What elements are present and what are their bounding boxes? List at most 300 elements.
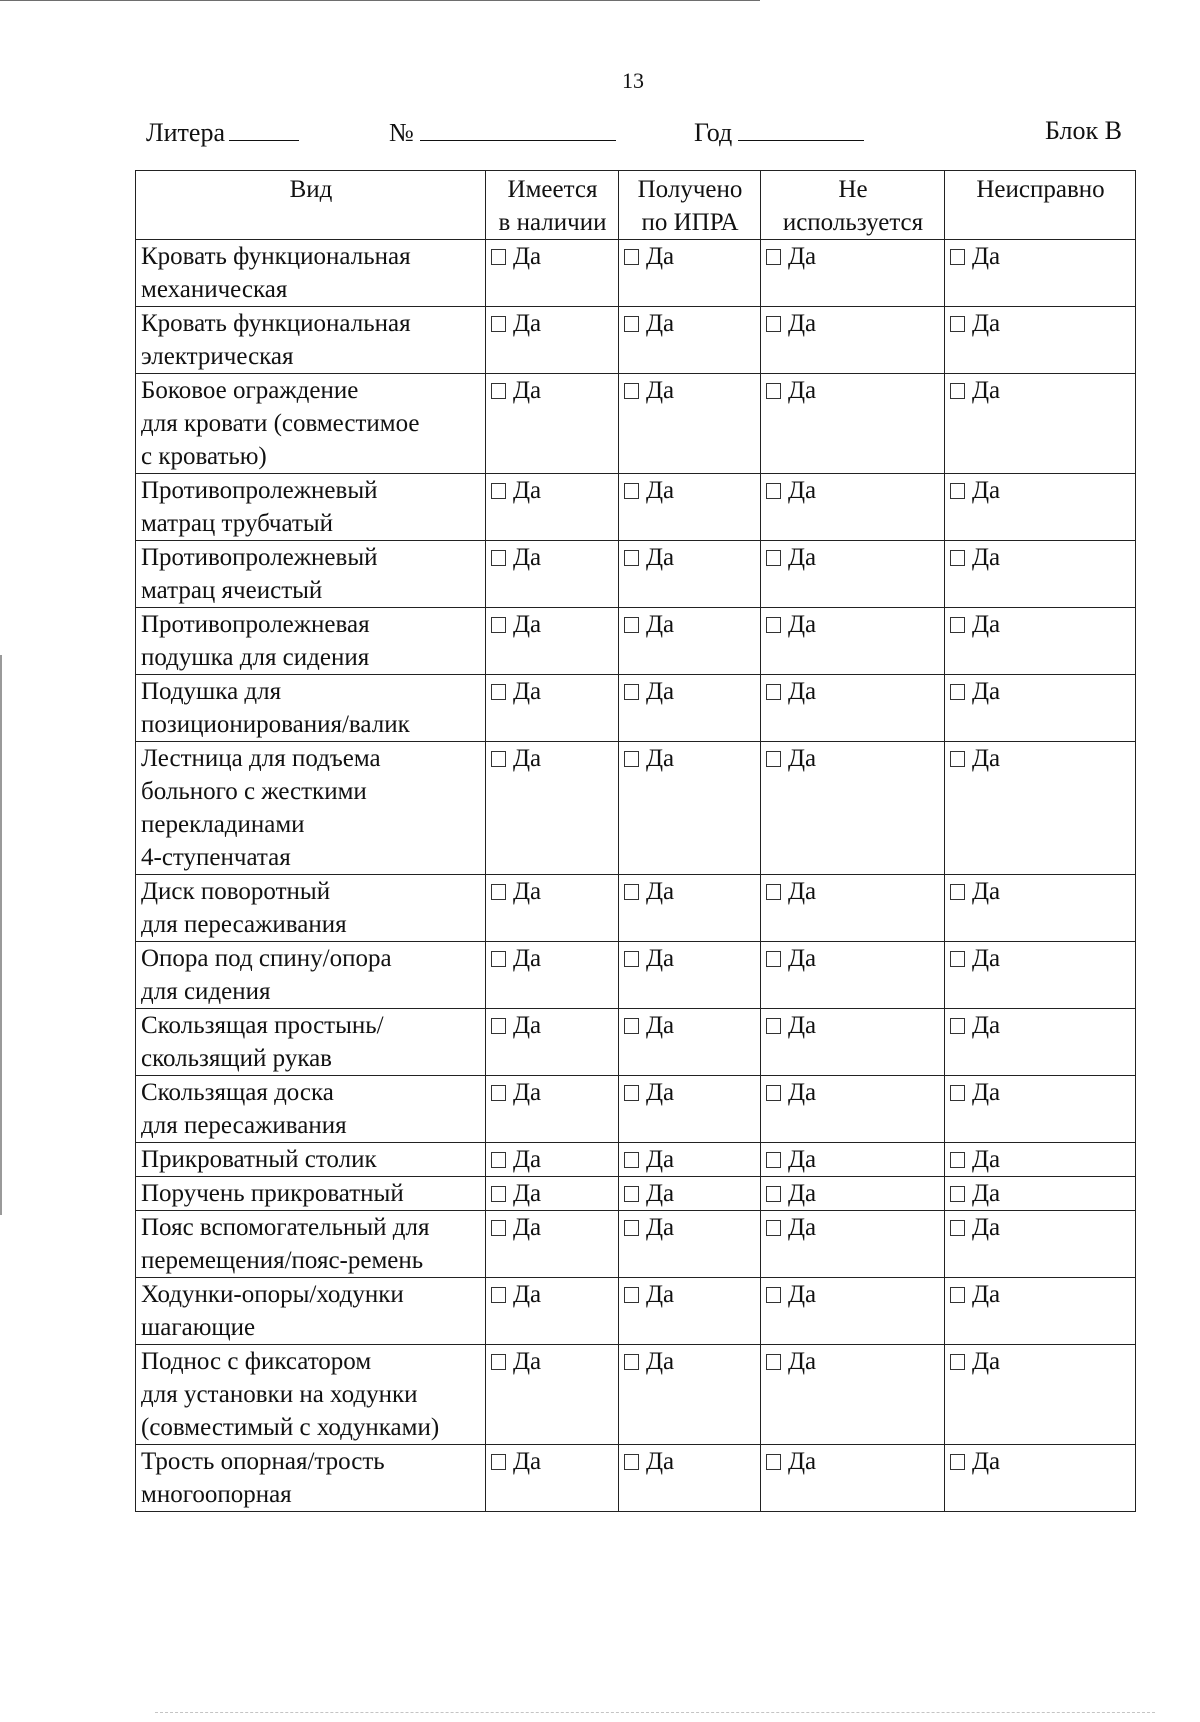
option-cell: [619, 1445, 761, 1512]
option-cell: [945, 1278, 1136, 1345]
received-ipra-checkbox[interactable]: [624, 1012, 674, 1039]
table-row: [136, 1177, 1136, 1211]
faulty-checkbox[interactable]: [950, 243, 1000, 270]
received-ipra-checkbox[interactable]: [624, 678, 674, 705]
not-used-checkbox[interactable]: [766, 878, 816, 905]
not-used-checkbox[interactable]: [766, 1348, 816, 1375]
yes-label: Да: [972, 1012, 1001, 1039]
not-used-checkbox[interactable]: [766, 243, 816, 270]
yes-label: Да: [972, 1180, 1001, 1207]
yes-label: Да: [972, 945, 1001, 972]
checkbox-square-icon[interactable]: [950, 1454, 965, 1470]
page-number: 13: [622, 68, 644, 93]
option-cell: [761, 875, 945, 942]
faulty-checkbox[interactable]: [950, 1214, 1000, 1241]
received-ipra-checkbox[interactable]: [624, 1079, 674, 1106]
not-used-checkbox[interactable]: [766, 745, 816, 772]
table-row: [136, 942, 1136, 1009]
yes-label: Да: [646, 310, 675, 337]
not-used-checkbox[interactable]: [766, 1281, 816, 1308]
checkbox-square-icon[interactable]: [491, 617, 506, 633]
option-cell: [619, 742, 761, 875]
equipment-table: [135, 170, 1136, 1512]
option-cell: [486, 1445, 619, 1512]
option-cell: [486, 307, 619, 374]
table-row: [136, 1009, 1136, 1076]
received-ipra-checkbox[interactable]: [624, 878, 674, 905]
checkbox-square-icon[interactable]: [950, 249, 965, 265]
checkbox-square-icon[interactable]: [766, 884, 781, 900]
litera-label: Литера: [146, 118, 225, 147]
option-cell: [761, 1143, 945, 1177]
checkbox-square-icon[interactable]: [766, 684, 781, 700]
checkbox-square-icon[interactable]: [950, 751, 965, 767]
faulty-checkbox[interactable]: [950, 1180, 1000, 1207]
option-cell: [486, 1345, 619, 1445]
checkbox-square-icon[interactable]: [766, 1354, 781, 1370]
scan-edge-bottom: [155, 1712, 1155, 1713]
option-cell: [945, 240, 1136, 307]
yes-label: Да: [646, 878, 675, 905]
table-row: [136, 1278, 1136, 1345]
checkbox-square-icon[interactable]: [766, 617, 781, 633]
yes-label: Да: [646, 1012, 675, 1039]
faulty-checkbox[interactable]: [950, 878, 1000, 905]
checkbox-square-icon[interactable]: [624, 617, 639, 633]
equipment-name: Трость опорная/трость многоопорная: [136, 1445, 486, 1512]
checkbox-square-icon[interactable]: [766, 751, 781, 767]
received-ipra-checkbox[interactable]: [624, 310, 674, 337]
equipment-name: Кровать функциональная механическая: [136, 240, 486, 307]
checkbox-square-icon[interactable]: [491, 249, 506, 265]
number-blank[interactable]: [420, 116, 616, 141]
option-cell: [945, 307, 1136, 374]
yes-label: Да: [513, 945, 542, 972]
available-checkbox[interactable]: [491, 611, 541, 638]
checkbox-square-icon[interactable]: [491, 751, 506, 767]
received-ipra-checkbox[interactable]: [624, 1281, 674, 1308]
option-cell: [619, 541, 761, 608]
yes-label: Да: [972, 1348, 1001, 1375]
available-checkbox[interactable]: [491, 544, 541, 571]
received-ipra-checkbox[interactable]: [624, 1180, 674, 1207]
faulty-checkbox[interactable]: [950, 1348, 1000, 1375]
received-ipra-checkbox[interactable]: [624, 945, 674, 972]
yes-label: Да: [513, 1012, 542, 1039]
yes-label: Да: [646, 243, 675, 270]
checkbox-square-icon[interactable]: [766, 1085, 781, 1101]
table-row: [136, 875, 1136, 942]
table-row: [136, 675, 1136, 742]
not-used-checkbox[interactable]: [766, 1146, 816, 1173]
available-checkbox[interactable]: [491, 1012, 541, 1039]
not-used-checkbox[interactable]: [766, 1214, 816, 1241]
checkbox-square-icon[interactable]: [950, 550, 965, 566]
option-cell: [945, 1211, 1136, 1278]
checkbox-square-icon[interactable]: [491, 1018, 506, 1034]
yes-label: Да: [513, 1448, 542, 1475]
yes-label: Да: [646, 678, 675, 705]
option-cell: [619, 1278, 761, 1345]
checkbox-square-icon[interactable]: [766, 249, 781, 265]
available-checkbox[interactable]: [491, 745, 541, 772]
equipment-name: Поручень прикроватный: [136, 1177, 486, 1211]
checkbox-square-icon[interactable]: [766, 951, 781, 967]
column-header-not-used: Не используется: [761, 171, 945, 240]
yes-label: Да: [646, 477, 675, 504]
checkbox-square-icon[interactable]: [491, 1220, 506, 1236]
option-cell: [945, 374, 1136, 474]
yes-label: Да: [788, 745, 817, 772]
equipment-name: Скользящая простынь/ скользящий рукав: [136, 1009, 486, 1076]
option-cell: [486, 875, 619, 942]
checkbox-square-icon[interactable]: [950, 884, 965, 900]
scan-edge-left: [0, 655, 2, 1215]
option-cell: [945, 1076, 1136, 1143]
yes-label: Да: [513, 678, 542, 705]
checkbox-square-icon[interactable]: [624, 751, 639, 767]
table-row: [136, 374, 1136, 474]
column-header-received-ipra: Получено по ИПРА: [619, 171, 761, 240]
option-cell: [761, 541, 945, 608]
yes-label: Да: [513, 377, 542, 404]
option-cell: [619, 240, 761, 307]
checkbox-square-icon[interactable]: [624, 684, 639, 700]
checkbox-square-icon[interactable]: [766, 1018, 781, 1034]
faulty-checkbox[interactable]: [950, 745, 1000, 772]
yes-label: Да: [972, 745, 1001, 772]
option-cell: [945, 608, 1136, 675]
option-cell: [619, 942, 761, 1009]
available-checkbox[interactable]: [491, 1146, 541, 1173]
yes-label: Да: [788, 1180, 817, 1207]
yes-label: Да: [972, 878, 1001, 905]
not-used-checkbox[interactable]: [766, 1079, 816, 1106]
option-cell: [619, 675, 761, 742]
yes-label: Да: [513, 477, 542, 504]
equipment-name: Ходунки-опоры/ходунки шагающие: [136, 1278, 486, 1345]
checkbox-square-icon[interactable]: [624, 383, 639, 399]
option-cell: [619, 875, 761, 942]
received-ipra-checkbox[interactable]: [624, 243, 674, 270]
equipment-name: Кровать функциональная электрическая: [136, 307, 486, 374]
checkbox-square-icon[interactable]: [624, 1454, 639, 1470]
received-ipra-checkbox[interactable]: [624, 611, 674, 638]
checkbox-square-icon[interactable]: [624, 1220, 639, 1236]
checkbox-square-icon[interactable]: [624, 884, 639, 900]
table-body: [136, 240, 1136, 1512]
checkbox-square-icon[interactable]: [491, 884, 506, 900]
received-ipra-checkbox[interactable]: [624, 1348, 674, 1375]
faulty-checkbox[interactable]: [950, 377, 1000, 404]
option-cell: [945, 1445, 1136, 1512]
checkbox-square-icon[interactable]: [624, 1152, 639, 1168]
checkbox-square-icon[interactable]: [491, 383, 506, 399]
available-checkbox[interactable]: [491, 945, 541, 972]
yes-label: Да: [788, 1214, 817, 1241]
yes-label: Да: [788, 1079, 817, 1106]
faulty-checkbox[interactable]: [950, 1012, 1000, 1039]
equipment-name: Противопролежневый матрац ячеистый: [136, 541, 486, 608]
faulty-checkbox[interactable]: [950, 945, 1000, 972]
option-cell: [945, 742, 1136, 875]
yes-label: Да: [788, 1448, 817, 1475]
table-header-row: [136, 171, 1136, 240]
checkbox-square-icon[interactable]: [950, 684, 965, 700]
table-row: [136, 1445, 1136, 1512]
option-cell: [486, 1009, 619, 1076]
checkbox-square-icon[interactable]: [624, 1186, 639, 1202]
yes-label: Да: [788, 310, 817, 337]
yes-label: Да: [972, 477, 1001, 504]
yes-label: Да: [972, 1146, 1001, 1173]
available-checkbox[interactable]: [491, 310, 541, 337]
checkbox-square-icon[interactable]: [624, 1018, 639, 1034]
option-cell: [619, 1345, 761, 1445]
table-row: [136, 1211, 1136, 1278]
option-cell: [761, 374, 945, 474]
checkbox-square-icon[interactable]: [766, 1152, 781, 1168]
checkbox-square-icon[interactable]: [624, 550, 639, 566]
not-used-checkbox[interactable]: [766, 477, 816, 504]
checkbox-square-icon[interactable]: [491, 1186, 506, 1202]
received-ipra-checkbox[interactable]: [624, 544, 674, 571]
checkbox-square-icon[interactable]: [491, 550, 506, 566]
yes-label: Да: [788, 1281, 817, 1308]
checkbox-square-icon[interactable]: [950, 1354, 965, 1370]
yes-label: Да: [646, 745, 675, 772]
checkbox-square-icon[interactable]: [766, 1186, 781, 1202]
option-cell: [945, 1345, 1136, 1445]
yes-label: Да: [646, 945, 675, 972]
yes-label: Да: [972, 243, 1001, 270]
checkbox-square-icon[interactable]: [766, 1454, 781, 1470]
checkbox-square-icon[interactable]: [766, 1287, 781, 1303]
checkbox-square-icon[interactable]: [950, 951, 965, 967]
yes-label: Да: [646, 1180, 675, 1207]
checkbox-square-icon[interactable]: [950, 383, 965, 399]
received-ipra-checkbox[interactable]: [624, 745, 674, 772]
option-cell: [486, 374, 619, 474]
received-ipra-checkbox[interactable]: [624, 477, 674, 504]
received-ipra-checkbox[interactable]: [624, 1214, 674, 1241]
equipment-name: Противопролежневая подушка для сидения: [136, 608, 486, 675]
available-checkbox[interactable]: [491, 878, 541, 905]
litera-blank[interactable]: [229, 116, 299, 141]
table-row: [136, 742, 1136, 875]
year-blank[interactable]: [738, 116, 864, 141]
faulty-checkbox[interactable]: [950, 1079, 1000, 1106]
checkbox-square-icon[interactable]: [624, 1287, 639, 1303]
faulty-checkbox[interactable]: [950, 310, 1000, 337]
table-row: [136, 1143, 1136, 1177]
available-checkbox[interactable]: [491, 678, 541, 705]
checkbox-square-icon[interactable]: [950, 1220, 965, 1236]
checkbox-square-icon[interactable]: [950, 1186, 965, 1202]
checkbox-square-icon[interactable]: [624, 249, 639, 265]
checkbox-square-icon[interactable]: [950, 617, 965, 633]
available-checkbox[interactable]: [491, 1214, 541, 1241]
not-used-checkbox[interactable]: [766, 377, 816, 404]
yes-label: Да: [788, 678, 817, 705]
received-ipra-checkbox[interactable]: [624, 377, 674, 404]
option-cell: [945, 1143, 1136, 1177]
option-cell: [761, 1009, 945, 1076]
yes-label: Да: [513, 1079, 542, 1106]
checkbox-square-icon[interactable]: [950, 483, 965, 499]
equipment-name: Поднос с фиксатором для установки на ходунки (совместимый с ходунками): [136, 1345, 486, 1445]
option-cell: [761, 1211, 945, 1278]
option-cell: [761, 1278, 945, 1345]
received-ipra-checkbox[interactable]: [624, 1448, 674, 1475]
checkbox-square-icon[interactable]: [950, 1152, 965, 1168]
checkbox-square-icon[interactable]: [624, 1085, 639, 1101]
year-field: [694, 116, 864, 148]
not-used-checkbox[interactable]: [766, 544, 816, 571]
not-used-checkbox[interactable]: [766, 310, 816, 337]
yes-label: Да: [646, 1448, 675, 1475]
checkbox-square-icon[interactable]: [950, 1085, 965, 1101]
option-cell: [486, 1076, 619, 1143]
option-cell: [761, 942, 945, 1009]
equipment-name: Скользящая доска для пересаживания: [136, 1076, 486, 1143]
option-cell: [486, 1177, 619, 1211]
yes-label: Да: [513, 611, 542, 638]
checkbox-square-icon[interactable]: [624, 1354, 639, 1370]
checkbox-square-icon[interactable]: [491, 316, 506, 332]
checkbox-square-icon[interactable]: [491, 483, 506, 499]
option-cell: [619, 307, 761, 374]
equipment-name: Противопролежневый матрац трубчатый: [136, 474, 486, 541]
checkbox-square-icon[interactable]: [766, 550, 781, 566]
option-cell: [486, 608, 619, 675]
number-label: №: [389, 118, 414, 147]
available-checkbox[interactable]: [491, 1281, 541, 1308]
column-header-faulty: Неисправно: [945, 171, 1136, 240]
option-cell: [619, 1177, 761, 1211]
yes-label: Да: [788, 544, 817, 571]
available-checkbox[interactable]: [491, 1079, 541, 1106]
not-used-checkbox[interactable]: [766, 611, 816, 638]
option-cell: [761, 675, 945, 742]
yes-label: Да: [513, 1348, 542, 1375]
checkbox-square-icon[interactable]: [624, 316, 639, 332]
yes-label: Да: [972, 310, 1001, 337]
yes-label: Да: [513, 1146, 542, 1173]
option-cell: [945, 1177, 1136, 1211]
table-row: [136, 608, 1136, 675]
checkbox-square-icon[interactable]: [491, 684, 506, 700]
checkbox-square-icon[interactable]: [950, 316, 965, 332]
yes-label: Да: [972, 1448, 1001, 1475]
checkbox-square-icon[interactable]: [950, 1018, 965, 1034]
table-row: [136, 1076, 1136, 1143]
form-header: [146, 116, 1122, 150]
available-checkbox[interactable]: [491, 243, 541, 270]
table-row: [136, 541, 1136, 608]
checkbox-square-icon[interactable]: [766, 1220, 781, 1236]
checkbox-square-icon[interactable]: [624, 951, 639, 967]
yes-label: Да: [513, 243, 542, 270]
equipment-name: Лестница для подъема больного с жесткими перекладинами 4-ступенчатая: [136, 742, 486, 875]
block-label: Блок В: [1044, 116, 1122, 145]
faulty-checkbox[interactable]: [950, 1448, 1000, 1475]
not-used-checkbox[interactable]: [766, 1180, 816, 1207]
option-cell: [945, 875, 1136, 942]
yes-label: Да: [972, 377, 1001, 404]
faulty-checkbox[interactable]: [950, 1146, 1000, 1173]
yes-label: Да: [646, 1281, 675, 1308]
yes-label: Да: [788, 878, 817, 905]
faulty-checkbox[interactable]: [950, 477, 1000, 504]
available-checkbox[interactable]: [491, 1348, 541, 1375]
faulty-checkbox[interactable]: [950, 611, 1000, 638]
yes-label: Да: [788, 611, 817, 638]
yes-label: Да: [788, 377, 817, 404]
faulty-checkbox[interactable]: [950, 544, 1000, 571]
received-ipra-checkbox[interactable]: [624, 1146, 674, 1173]
checkbox-square-icon[interactable]: [766, 316, 781, 332]
option-cell: [761, 1345, 945, 1445]
option-cell: [619, 1211, 761, 1278]
yes-label: Да: [788, 1012, 817, 1039]
not-used-checkbox[interactable]: [766, 1012, 816, 1039]
checkbox-square-icon[interactable]: [766, 483, 781, 499]
option-cell: [761, 1177, 945, 1211]
yes-label: Да: [788, 1348, 817, 1375]
faulty-checkbox[interactable]: [950, 678, 1000, 705]
checkbox-square-icon[interactable]: [491, 951, 506, 967]
number-field: [389, 116, 616, 148]
faulty-checkbox[interactable]: [950, 1281, 1000, 1308]
yes-label: Да: [513, 745, 542, 772]
checkbox-square-icon[interactable]: [491, 1354, 506, 1370]
column-header-vid: Вид: [136, 171, 486, 240]
option-cell: [619, 1143, 761, 1177]
checkbox-square-icon[interactable]: [491, 1287, 506, 1303]
option-cell: [486, 1278, 619, 1345]
option-cell: [761, 1445, 945, 1512]
option-cell: [619, 1076, 761, 1143]
option-cell: [486, 675, 619, 742]
option-cell: [619, 374, 761, 474]
available-checkbox[interactable]: [491, 477, 541, 504]
available-checkbox[interactable]: [491, 377, 541, 404]
checkbox-square-icon[interactable]: [491, 1454, 506, 1470]
checkbox-square-icon[interactable]: [766, 383, 781, 399]
equipment-name: Боковое ограждение для кровати (совместимое с кроватью): [136, 374, 486, 474]
option-cell: [761, 474, 945, 541]
yes-label: Да: [646, 611, 675, 638]
yes-label: Да: [646, 1348, 675, 1375]
option-cell: [761, 240, 945, 307]
option-cell: [486, 240, 619, 307]
yes-label: Да: [646, 1214, 675, 1241]
checkbox-square-icon[interactable]: [624, 483, 639, 499]
not-used-checkbox[interactable]: [766, 1448, 816, 1475]
not-used-checkbox[interactable]: [766, 945, 816, 972]
checkbox-square-icon[interactable]: [491, 1152, 506, 1168]
option-cell: [945, 1009, 1136, 1076]
yes-label: Да: [972, 678, 1001, 705]
year-label: Год: [694, 118, 733, 147]
not-used-checkbox[interactable]: [766, 678, 816, 705]
scan-edge-top: [0, 0, 760, 1]
available-checkbox[interactable]: [491, 1180, 541, 1207]
checkbox-square-icon[interactable]: [491, 1085, 506, 1101]
checkbox-square-icon[interactable]: [950, 1287, 965, 1303]
available-checkbox[interactable]: [491, 1448, 541, 1475]
